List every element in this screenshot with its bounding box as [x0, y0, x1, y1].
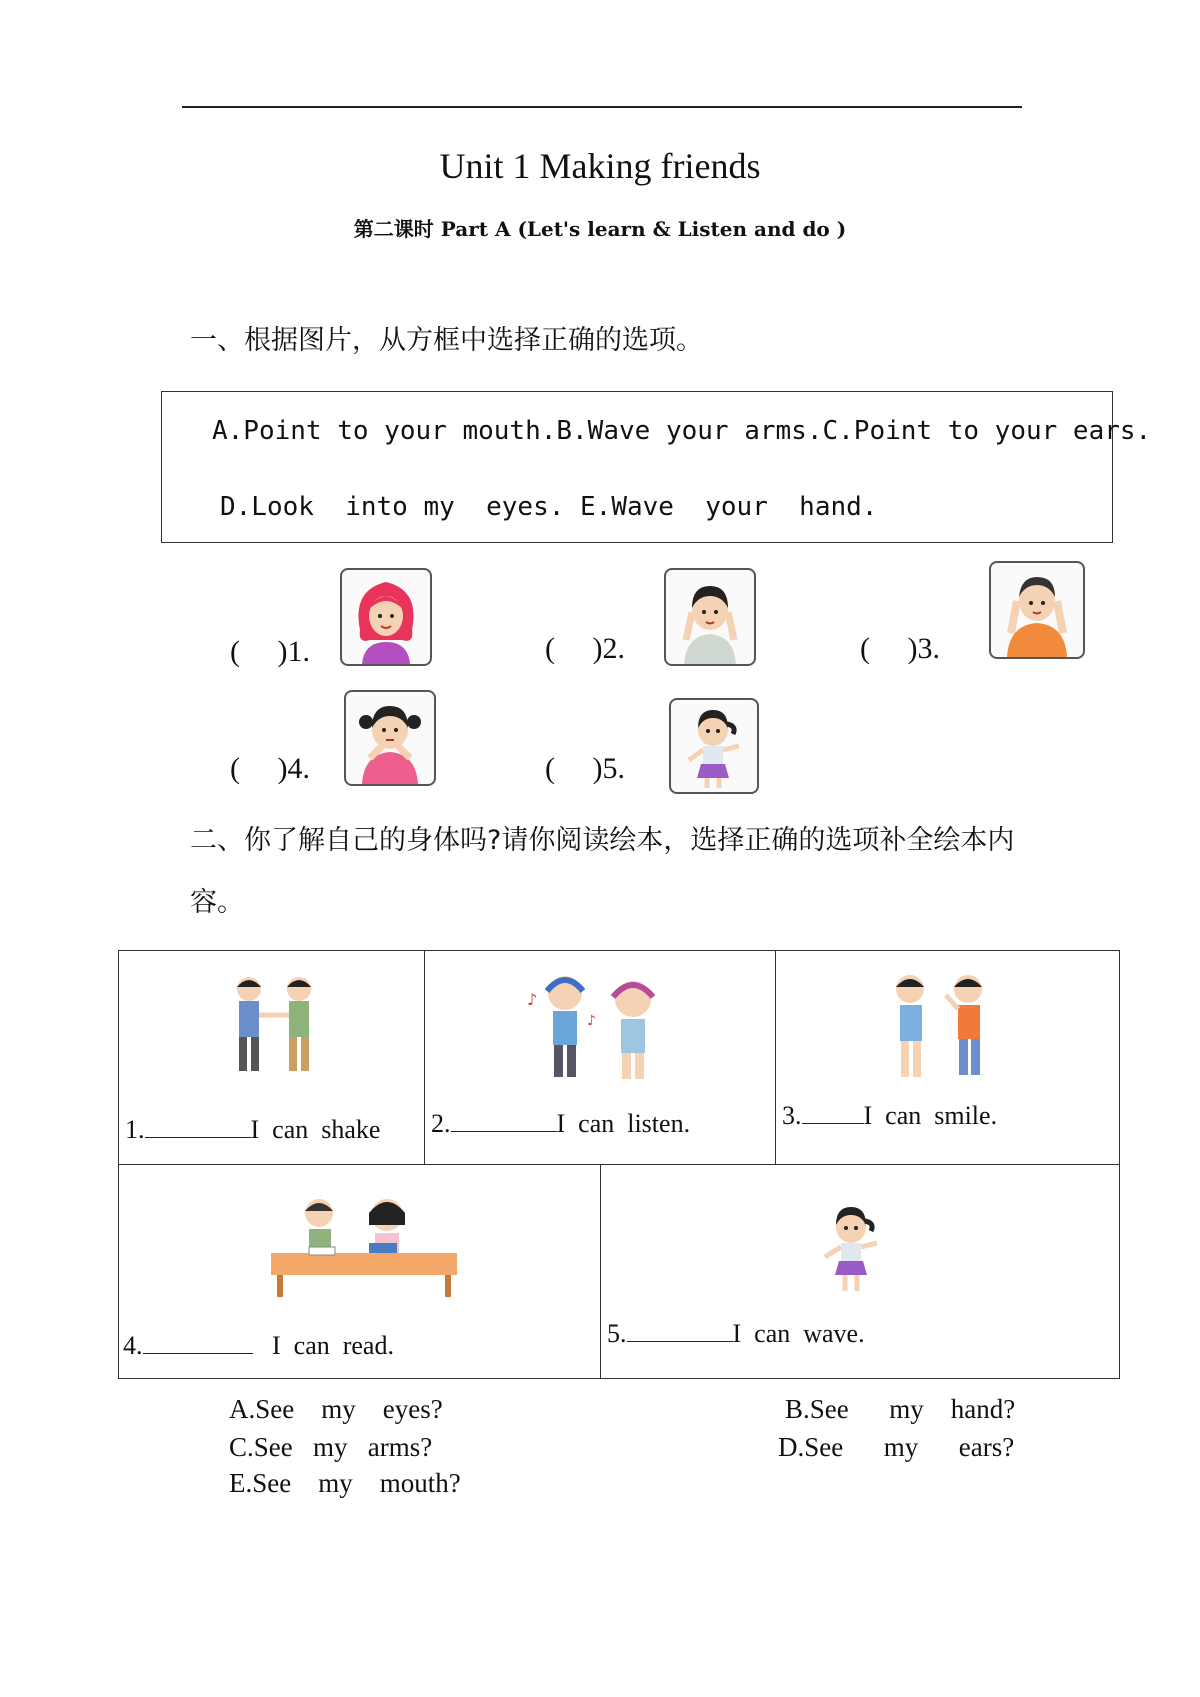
story-item-4-text: I can read. — [252, 1331, 394, 1360]
options-line-2: D.Look into my eyes. E.Wave your hand. — [220, 492, 878, 522]
story-item-4-number: 4. — [123, 1331, 143, 1360]
story-item-1-text: I can shake — [250, 1115, 381, 1144]
story-1-picture — [219, 971, 329, 1081]
question-3-picture — [989, 561, 1085, 659]
question-4-picture — [344, 690, 436, 786]
story-item-5 — [607, 1317, 865, 1349]
section2-heading-line-2: 容。 — [190, 887, 244, 918]
answer-option-c: C.See my arms? — [229, 1432, 433, 1462]
section2-heading-line-1: 二、你了解自己的身体吗?请你阅读绘本，选择正确的选项补全绘本内 — [190, 825, 1015, 856]
page-subtitle: 第二课时 Part A (Let's learn & Listen and do ) — [353, 217, 847, 241]
story-2-picture — [525, 965, 675, 1085]
question-2-picture — [664, 568, 756, 666]
story-item-3-number: 3. — [782, 1101, 802, 1130]
top-rule — [182, 106, 1022, 108]
story-4-picture — [269, 1191, 459, 1301]
story-cell-5 — [600, 1164, 1120, 1379]
story-item-4 — [123, 1329, 394, 1361]
question-5-picture — [669, 698, 759, 794]
story-item-5-text: I can wave. — [732, 1319, 865, 1348]
story-item-5-number: 5. — [607, 1319, 627, 1348]
section1-heading: 一、根据图片，从方框中选择正确的选项。 — [190, 325, 703, 356]
answer-option-a: A.See my eyes? — [229, 1394, 443, 1424]
story-item-3-text: I can smile. — [863, 1101, 998, 1130]
story-item-4-blank[interactable] — [143, 1329, 253, 1354]
question-5: ( )5. — [545, 752, 625, 785]
question-1-picture — [340, 568, 432, 666]
options-box — [161, 391, 1152, 543]
answer-option-b: B.See my hand? — [785, 1394, 1016, 1424]
answer-option-d: D.See my ears? — [778, 1432, 1015, 1462]
story-cell-1 — [118, 950, 425, 1165]
story-3-picture — [876, 969, 1006, 1087]
svg-text:♪: ♪ — [587, 1013, 596, 1029]
story-cell-4 — [118, 1164, 601, 1379]
question-2: ( )2. — [545, 632, 625, 665]
story-item-3-blank[interactable] — [802, 1099, 864, 1124]
story-item-1 — [125, 1113, 380, 1145]
story-item-2-number: 2. — [431, 1109, 451, 1138]
story-item-1-number: 1. — [125, 1115, 145, 1144]
story-item-3 — [782, 1099, 997, 1131]
story-item-5-blank[interactable] — [627, 1317, 733, 1342]
story-cell-2 — [424, 950, 776, 1165]
question-4: ( )4. — [230, 752, 310, 785]
answer-option-e: E.See my mouth? — [229, 1468, 461, 1498]
story-item-2-text: I can listen. — [556, 1109, 691, 1138]
story-5-picture — [813, 1201, 893, 1301]
question-3: ( )3. — [860, 632, 940, 665]
page-title: Unit 1 Making friends — [439, 146, 761, 186]
question-1: ( )1. — [230, 635, 310, 668]
story-item-1-blank[interactable] — [145, 1113, 251, 1138]
story-item-2-blank[interactable] — [451, 1107, 557, 1132]
story-item-2 — [431, 1107, 690, 1139]
svg-text:♪: ♪ — [527, 990, 538, 1009]
story-cell-3 — [775, 950, 1120, 1165]
options-line-1: A.Point to your mouth.B.Wave your arms.C.Point to your ears. — [212, 416, 1152, 446]
